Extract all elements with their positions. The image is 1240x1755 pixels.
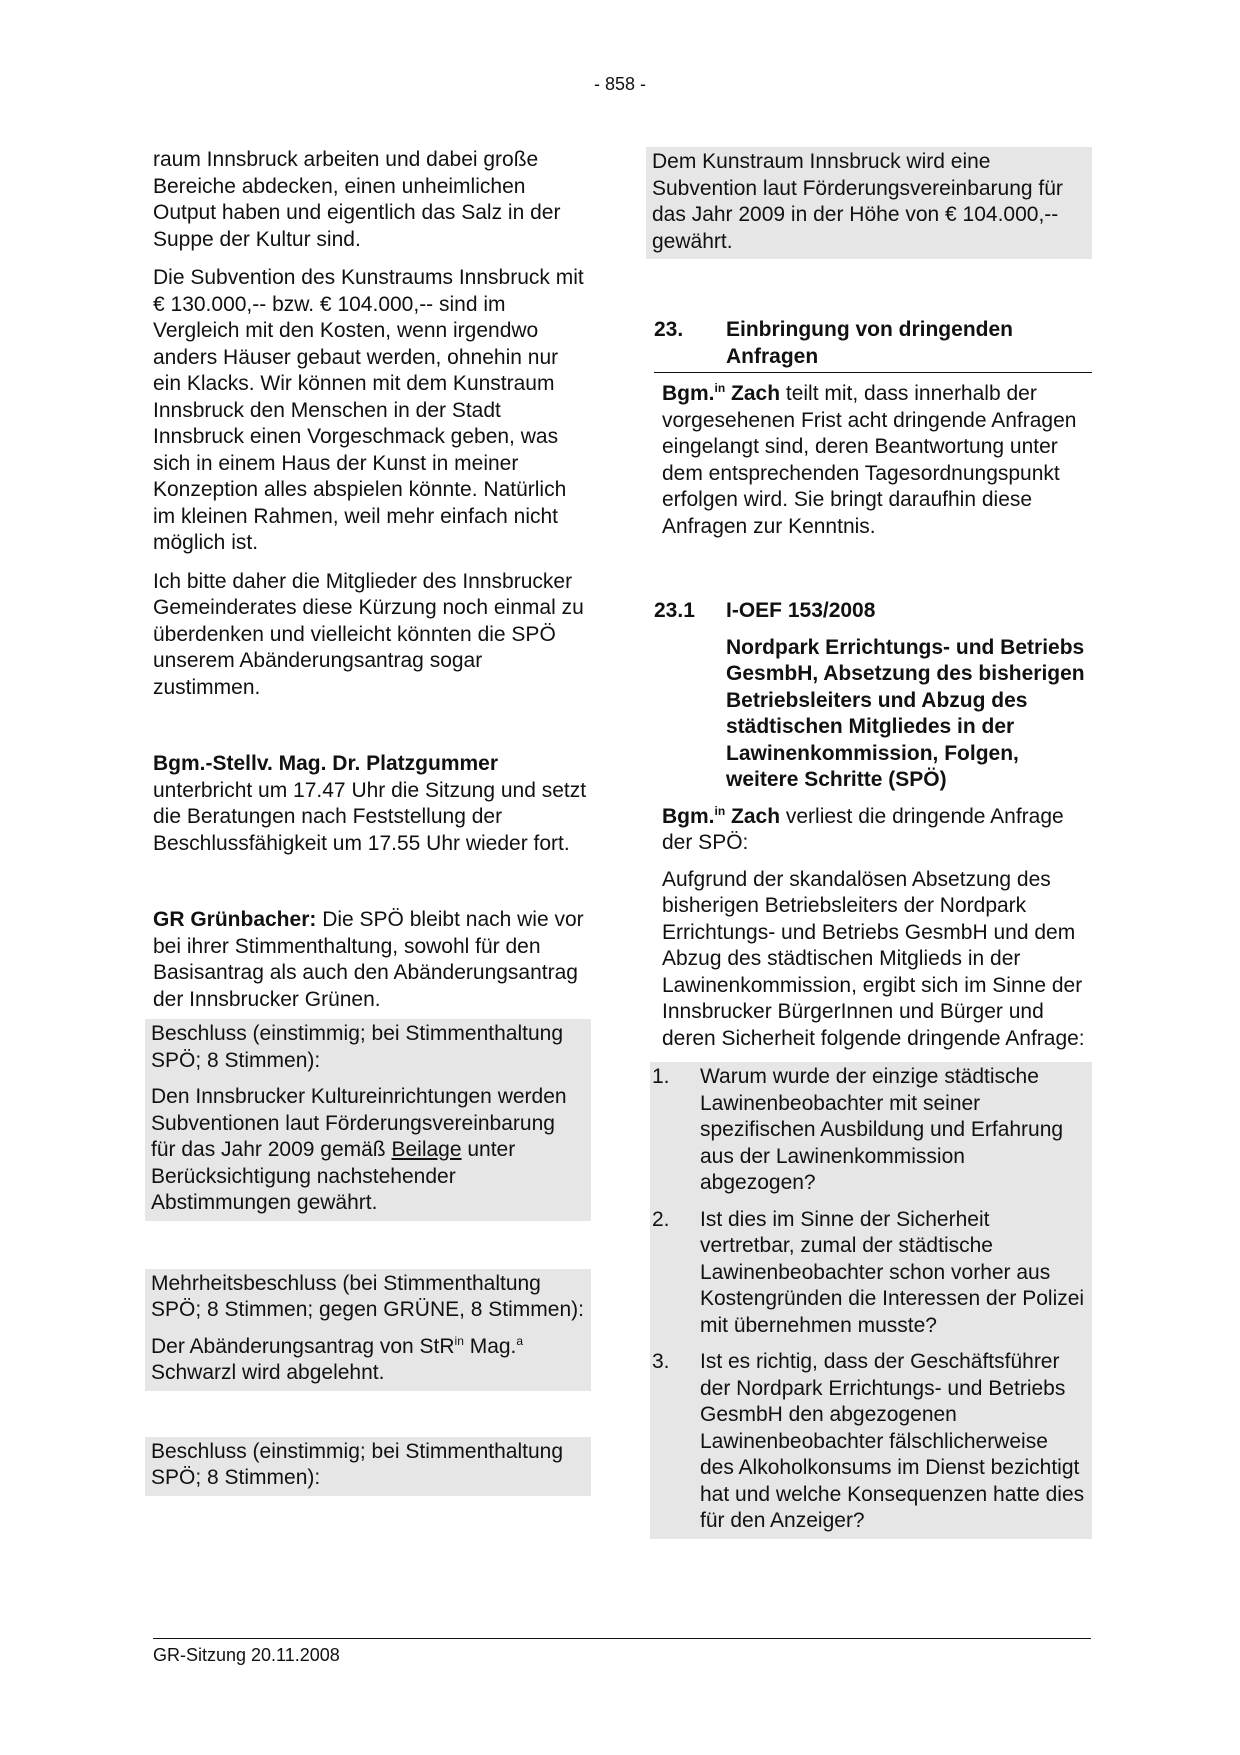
question-item xyxy=(652,1207,1086,1340)
resolution-title: Beschluss (einstimmig; bei Stimmenthaltung SPÖ; 8 Stimmen): xyxy=(151,1022,564,1072)
speaker-statement xyxy=(153,907,591,1013)
right-column xyxy=(654,147,1092,1539)
footer-divider xyxy=(153,1638,1091,1639)
resolution-title: Mehrheitsbeschluss (bei Stimmenthaltung SPÖ; 8 Stimmen; gegen GRÜNE, 8 Stimmen): xyxy=(151,1271,584,1321)
statement-text: teilt mit, dass innerhalb der vorgesehenen Frist acht dringende Anfragen eingelangt sind, deren Beantwortung unter dem entsprechenden Tagesordnungspunkt erfolgen wird. Sie bringt daraufhin diese Anfragen zur Kenntnis. xyxy=(662,382,1077,538)
paragraph: Die Subvention des Kunstraums Innsbruck mit € 130.000,-- bzw. € 104.000,-- sind im Vergleich mit den Kosten, wenn irgendwo anders Häuser gebaut werden, ohnehin nur ein Klacks. Wir können mit dem Kunstraum Innsbruck den Menschen in der Stadt Innsbruck einen Vorgeschmack geben, was sich in einem Haus der Kunst in meiner Konzeption alles abspielen könnte. Natürlich im kleinen Rahmen, weil mehr einfach nicht möglich ist. xyxy=(153,266,584,554)
question-text: Ist es richtig, dass der Geschäftsführer der Nordpark Errichtungs- und Betriebs GesmbH den abgezogenen Lawinenbeobachter fälschlicherweise des Alkoholkonsums im Dienst bezichtigt hat und welche Konsequenzen hatte dies für den Anzeiger? xyxy=(700,1350,1085,1532)
question-list xyxy=(650,1062,1092,1539)
question-item xyxy=(652,1349,1086,1535)
paragraph: raum Innsbruck arbeiten und dabei große Bereiche abdecken, einen unheimlichen Output haben und eigentlich das Salz in der Suppe der Kultur sind. xyxy=(153,148,561,251)
inquiry-intro: Aufgrund der skandalösen Absetzung des bisherigen Betriebsleiters der Nordpark Errichtungs- und Betriebs GesmbH und dem Abzug des städtischen Mitglieds in der Lawinenkommission, ergibt sich im Sinne der Innsbrucker BürgerInnen und Bürger und deren Sicherheit folgende dringende Anfrage: xyxy=(662,867,1085,1050)
resolution-text: Der Abänderungsantrag von StR$^{in}$ Mag.$^a$ Schwarzl wird abgelehnt. xyxy=(151,1333,524,1384)
speaker-statement xyxy=(654,804,1092,857)
resolution-title: Beschluss (einstimmig; bei Stimmenthaltung SPÖ; 8 Stimmen): xyxy=(151,1439,564,1489)
speaker-name: Bgm.$^{in}$ Zach xyxy=(662,381,781,405)
paragraph: Ich bitte daher die Mitglieder des Innsbrucker Gemeinderates diese Kürzung noch einmal zu überdenken und vielleicht könnten die SPÖ unserem Abänderungsantrag sogar zustimmen. xyxy=(153,569,584,699)
question-number: 3. xyxy=(652,1350,670,1373)
resolution-box xyxy=(646,147,1092,259)
speaker-statement xyxy=(153,751,591,857)
footer-text: GR-Sitzung 20.11.2008 xyxy=(153,1645,340,1665)
subsection-code: I-OEF 153/2008 xyxy=(726,599,876,622)
page-number: - 858 - xyxy=(593,74,647,94)
resolution-box xyxy=(145,1269,591,1391)
resolution-box xyxy=(145,1437,591,1496)
speaker-statement xyxy=(654,381,1092,540)
attachment-link[interactable]: Beilage xyxy=(391,1138,462,1161)
statement-text: unterbricht um 17.47 Uhr die Sitzung und setzt die Beratungen nach Feststellung der Beschlussfähigkeit um 17.55 Uhr wieder fort. xyxy=(153,778,587,855)
section-heading xyxy=(654,317,1092,373)
statement-text: Die SPÖ bleibt nach wie vor bei ihrer Stimmenthaltung, sowohl für den Basisantrag als auch den Abänderungsantrag der Innsbrucker Grünen. xyxy=(153,908,584,1011)
speaker-name: Bgm.$^{in}$ Zach xyxy=(662,803,781,828)
question-number: 1. xyxy=(652,1065,670,1088)
section-number: 23. xyxy=(654,318,684,341)
statement-text: verliest die dringende Anfrage der SPÖ: xyxy=(662,804,1064,854)
question-text: Warum wurde der einzige städtische Lawinenbeobachter mit seiner spezifischen Ausbildung und Erfahrung aus der Lawinenkommission abgezogen? xyxy=(700,1065,1064,1194)
resolution-box xyxy=(145,1019,591,1221)
question-item xyxy=(652,1064,1086,1197)
speaker-name: Bgm.-Stellv. Mag. Dr. Platzgummer xyxy=(153,752,499,775)
question-text: Ist dies im Sinne der Sicherheit vertretbar, zumal der städtische Lawinenbeobachter schon vorher aus Kostengründen die Interessen der Polizei mit übernehmen musste? xyxy=(700,1207,1085,1337)
section-title: Einbringung von dringenden Anfragen xyxy=(726,318,1013,368)
subsection-number: 23.1 xyxy=(654,599,695,622)
left-column xyxy=(153,147,591,1496)
resolution-text: Den Innsbrucker Kultureinrichtungen werden Subventionen laut Förderungsvereinbarung für das Jahr 2009 gemäß Beilage unter Berücksichtigung nachstehender Abstimmungen gewährt. xyxy=(151,1085,567,1214)
resolution-text: Dem Kunstraum Innsbruck wird eine Subvention laut Förderungsvereinbarung für das Jahr 2009 in der Höhe von € 104.000,-- gewährt. xyxy=(652,150,1063,253)
subsection-heading xyxy=(654,598,1092,625)
subsection-title: Nordpark Errichtungs- und Betriebs GesmbH, Absetzung des bisherigen Betriebsleiters und Abzug des städtischen Mitgliedes in der Lawinenkommission, Folgen, weitere Schritte (SPÖ) xyxy=(726,635,1085,791)
question-number: 2. xyxy=(652,1207,670,1231)
speaker-name: GR Grünbacher: xyxy=(153,908,317,931)
